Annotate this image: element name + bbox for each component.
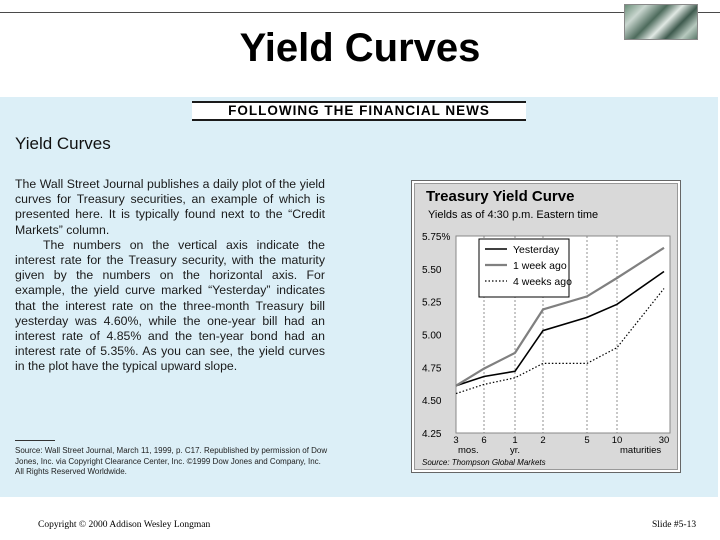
legend-label: 4 weeks ago — [513, 276, 572, 288]
y-tick-label: 4.50 — [422, 396, 442, 408]
slide-title: Yield Curves — [239, 26, 481, 70]
x-tick-label: 6 — [481, 435, 487, 446]
chart-source: Source: Thompson Global Markets — [422, 458, 546, 467]
body-text — [15, 177, 325, 375]
x-tick-label: 1 — [512, 435, 518, 446]
paragraph-1: The Wall Street Journal publishes a daily plot of the yield curves for Treasury securities, an example of which is presented here. It is typically found next to the “Credit Markets” column. — [15, 177, 325, 237]
legend-label: 1 week ago — [513, 260, 567, 272]
x-tick-label: 30 — [658, 435, 670, 446]
chart-legend — [479, 239, 572, 297]
footer-copyright: Copyright © 2000 Addison Wesley Longman — [38, 520, 211, 530]
x-tick-label: 5 — [584, 435, 590, 446]
box-heading: Yield Curves — [15, 134, 111, 153]
chart-subtitle: Yields as of 4:30 p.m. Eastern time — [428, 209, 599, 221]
x-tick-label: 3 — [453, 435, 459, 446]
y-axis-labels — [422, 232, 450, 440]
source-note: Source: Wall Street Journal, March 11, 1999, p. C17. Republished by permission of Dow Jones, Inc. via Copyright Clearance Center, Inc. ©1999 Dow Jones and Company, Inc. All Rights Reserved Worldwide. — [15, 446, 328, 476]
yield-chart — [414, 183, 678, 470]
banner-text: FOLLOWING THE FINANCIAL NEWS — [228, 103, 490, 118]
x-axis-labels — [453, 435, 669, 456]
financial-news-banner — [192, 101, 526, 121]
y-tick-label: 4.25 — [422, 429, 442, 440]
source-rule — [15, 440, 55, 441]
chart-title: Treasury Yield Curve — [426, 188, 575, 205]
y-tick-label: 5.50 — [422, 264, 442, 276]
y-tick-label: 5.25 — [422, 297, 442, 309]
x-tick-label: 10 — [611, 435, 623, 446]
y-tick-label: 5.00 — [422, 330, 442, 342]
x-tick-label: 2 — [540, 435, 546, 446]
x-unit-label: mos. — [458, 445, 479, 456]
y-tick-label: 5.75% — [422, 232, 451, 243]
publisher-logo — [624, 4, 698, 40]
paragraph-2: The numbers on the vertical axis indicate the interest rate for the Treasury security, with the maturity given by the numbers on the horizontal axis. For example, the yield curve marked “Yesterday” indicates that the interest rate on the three-month Treasury bill yesterday was 4.60%, while the one-year bill had an interest rate of 4.85% and the ten-year bond had an interest rate of 5.35%. As you can see, the yield curves in the plot have the typical upward slope. — [15, 237, 325, 374]
legend-label: Yesterday — [513, 244, 560, 256]
footer-slide-number: Slide #5-13 — [652, 520, 697, 530]
top-rule — [0, 12, 720, 13]
y-tick-label: 4.75 — [422, 363, 442, 375]
x-unit-label: yr. — [509, 445, 521, 456]
x-unit-label: maturities — [620, 445, 662, 456]
